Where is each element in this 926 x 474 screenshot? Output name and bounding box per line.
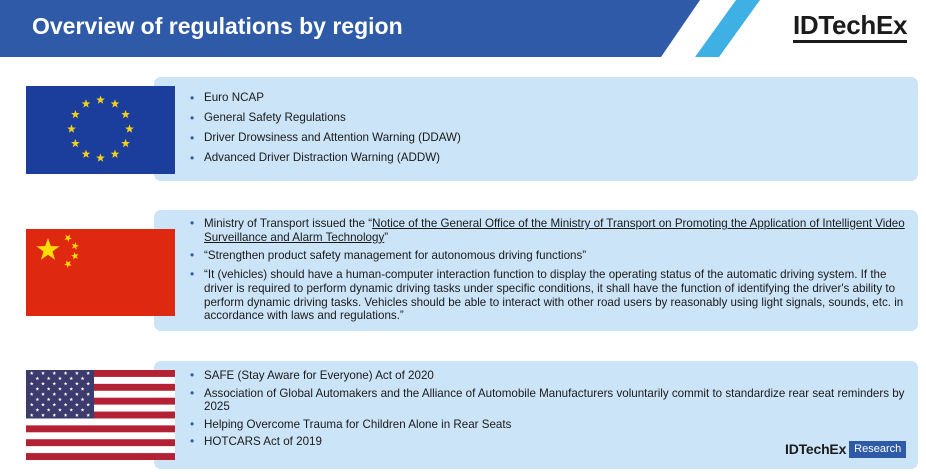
list-item: • Helping Overcome Trauma for Children Alone in Rear Seats [154,418,908,432]
list-item: • “It (vehicles) should have a human-computer interaction function to display the operating status of the automatic driving system. If the driver is required to perform dynamic driving tasks under specific conditions, it shall have the function of identifying the driver's ability to perform dynamic driving tasks. Vehicles should be able to interact with other road users by reasonably using light signals, sounds, etc. in accordance with laws and regulations.” [154,268,908,323]
china-panel [154,210,918,331]
brand-logo: IDTechEx [793,10,907,43]
header-accent-stripe [695,0,760,57]
item-suffix: ” [384,230,389,244]
footer-brand: IDTechEx [785,441,847,457]
list-item: • HOTCARS Act of 2019 [154,435,908,449]
usa-list [154,361,918,449]
list-item: • Euro NCAP [154,91,918,105]
us-red-stripe [26,425,175,432]
list-item: • Advanced Driver Distraction Warning (ADDW) [154,151,918,165]
eu-flag-icon [26,86,175,174]
page-title: Overview of regulations by region [32,13,403,39]
china-list [154,210,918,323]
china-flag-icon [26,229,175,316]
list-item: • General Safety Regulations [154,111,918,125]
us-red-stripe [26,453,175,460]
item-prefix: Ministry of Transport issued the “ [204,217,373,230]
footer-research-tag: Research [849,441,906,458]
list-item: • SAFE (Stay Aware for Everyone) Act of 2020 [154,369,908,383]
eu-panel [154,77,918,181]
list-item: • Driver Drowsiness and Attention Warning (DDAW) [154,131,918,145]
research-badge [785,440,906,458]
header-banner [0,0,926,57]
eu-list [154,77,918,165]
us-red-stripe [26,439,175,446]
notice-link[interactable]: Notice of the General Office of the Ministry of Transport on Promoting the Application of Intelligent Video Surveillance and Alarm Technology [204,217,905,244]
list-item: • “Strengthen product safety management for autonomous driving functions” [154,249,908,263]
us-flag-icon [26,370,175,460]
list-item [154,217,908,244]
list-item: • Association of Global Automakers and the Alliance of Automobile Manufacturers voluntarily commit to standardize rear seat reminders by 2025 [154,387,908,414]
